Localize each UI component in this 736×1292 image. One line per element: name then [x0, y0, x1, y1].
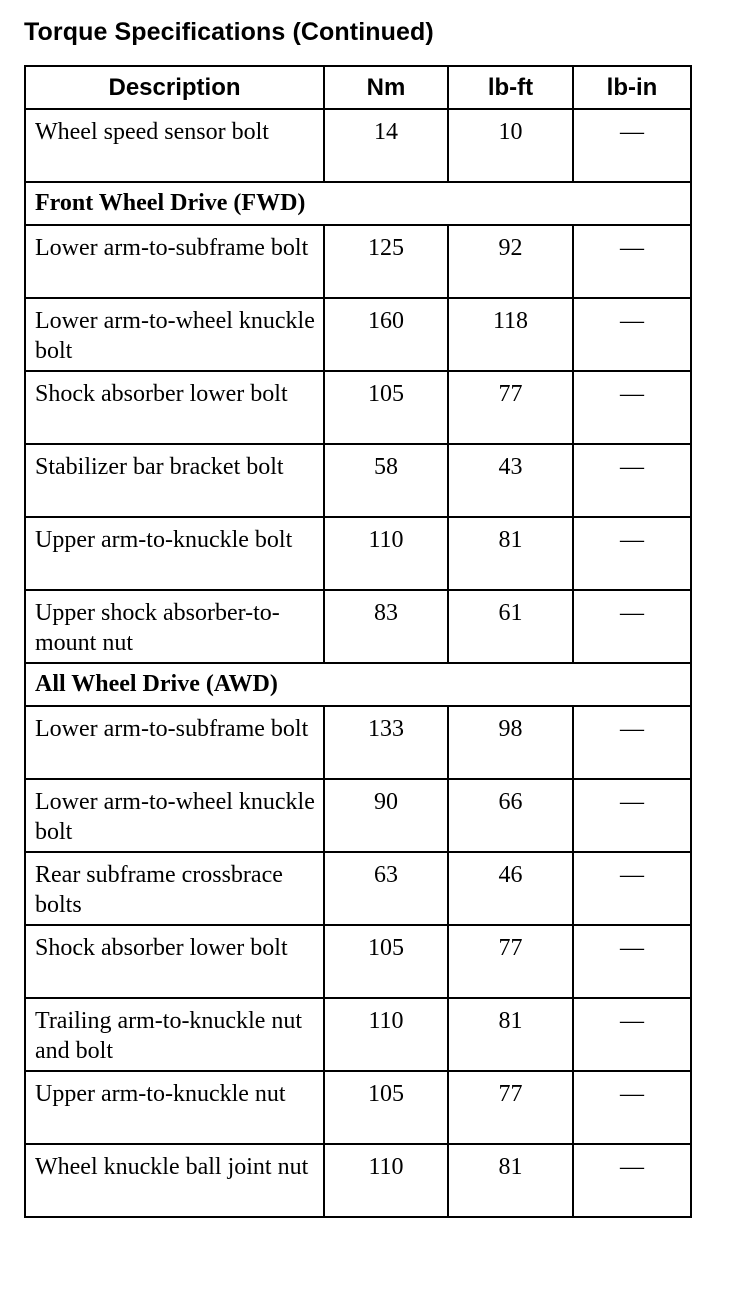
table-row	[25, 517, 691, 590]
table-row	[25, 925, 691, 998]
cell-nm: 63	[324, 852, 448, 925]
cell-description: Stabilizer bar bracket bolt	[25, 444, 324, 517]
cell-lb-in: —	[573, 109, 691, 182]
cell-lb-in: —	[573, 371, 691, 444]
cell-lb-ft: 92	[448, 225, 573, 298]
cell-nm: 105	[324, 1071, 448, 1144]
column-header-nm: Nm	[324, 66, 448, 109]
cell-description: Upper arm-to-knuckle nut	[25, 1071, 324, 1144]
cell-lb-ft: 77	[448, 1071, 573, 1144]
cell-nm: 110	[324, 1144, 448, 1217]
cell-lb-ft: 61	[448, 590, 573, 663]
cell-lb-in: —	[573, 1071, 691, 1144]
cell-nm: 133	[324, 706, 448, 779]
table-body	[25, 109, 691, 1217]
cell-lb-in: —	[573, 298, 691, 371]
section-header-row	[25, 182, 691, 225]
column-header-lb-in: lb-in	[573, 66, 691, 109]
cell-lb-in: —	[573, 998, 691, 1071]
column-header-description: Description	[25, 66, 324, 109]
column-header-lb-ft: lb-ft	[448, 66, 573, 109]
section-header-row	[25, 663, 691, 706]
cell-nm: 110	[324, 998, 448, 1071]
cell-lb-ft: 81	[448, 1144, 573, 1217]
section-label: Front Wheel Drive (FWD)	[25, 182, 691, 225]
cell-description: Wheel speed sensor bolt	[25, 109, 324, 182]
cell-nm: 14	[324, 109, 448, 182]
cell-lb-in: —	[573, 925, 691, 998]
cell-description: Upper shock absorber-to-mount nut	[25, 590, 324, 663]
torque-spec-table	[24, 65, 692, 1218]
table-row	[25, 1071, 691, 1144]
table-header-row	[25, 66, 691, 109]
cell-description: Lower arm-to-wheel knuckle bolt	[25, 298, 324, 371]
cell-nm: 83	[324, 590, 448, 663]
cell-description: Lower arm-to-subframe bolt	[25, 706, 324, 779]
cell-lb-ft: 81	[448, 998, 573, 1071]
table-row	[25, 852, 691, 925]
cell-lb-in: —	[573, 779, 691, 852]
cell-nm: 105	[324, 925, 448, 998]
table-row	[25, 779, 691, 852]
cell-description: Lower arm-to-subframe bolt	[25, 225, 324, 298]
table-row	[25, 298, 691, 371]
cell-description: Rear subframe crossbrace bolts	[25, 852, 324, 925]
page-title: Torque Specifications (Continued)	[24, 18, 434, 46]
cell-description: Shock absorber lower bolt	[25, 925, 324, 998]
section-label: All Wheel Drive (AWD)	[25, 663, 691, 706]
cell-lb-in: —	[573, 706, 691, 779]
cell-lb-ft: 98	[448, 706, 573, 779]
cell-nm: 105	[324, 371, 448, 444]
cell-nm: 58	[324, 444, 448, 517]
table-row	[25, 1144, 691, 1217]
table-row	[25, 444, 691, 517]
cell-description: Upper arm-to-knuckle bolt	[25, 517, 324, 590]
table-row	[25, 371, 691, 444]
table-row	[25, 590, 691, 663]
cell-lb-in: —	[573, 852, 691, 925]
table-row	[25, 706, 691, 779]
cell-description: Wheel knuckle ball joint nut	[25, 1144, 324, 1217]
cell-lb-ft: 77	[448, 925, 573, 998]
cell-lb-ft: 46	[448, 852, 573, 925]
cell-lb-ft: 81	[448, 517, 573, 590]
cell-lb-ft: 43	[448, 444, 573, 517]
cell-lb-ft: 10	[448, 109, 573, 182]
cell-nm: 90	[324, 779, 448, 852]
table-row	[25, 109, 691, 182]
cell-description: Shock absorber lower bolt	[25, 371, 324, 444]
cell-lb-in: —	[573, 444, 691, 517]
cell-description: Trailing arm-to-knuckle nut and bolt	[25, 998, 324, 1071]
table-row	[25, 225, 691, 298]
cell-nm: 125	[324, 225, 448, 298]
cell-lb-in: —	[573, 225, 691, 298]
cell-lb-in: —	[573, 590, 691, 663]
cell-lb-ft: 66	[448, 779, 573, 852]
table-row	[25, 998, 691, 1071]
cell-nm: 110	[324, 517, 448, 590]
cell-nm: 160	[324, 298, 448, 371]
cell-lb-ft: 77	[448, 371, 573, 444]
cell-lb-ft: 118	[448, 298, 573, 371]
cell-lb-in: —	[573, 1144, 691, 1217]
cell-lb-in: —	[573, 517, 691, 590]
cell-description: Lower arm-to-wheel knuckle bolt	[25, 779, 324, 852]
